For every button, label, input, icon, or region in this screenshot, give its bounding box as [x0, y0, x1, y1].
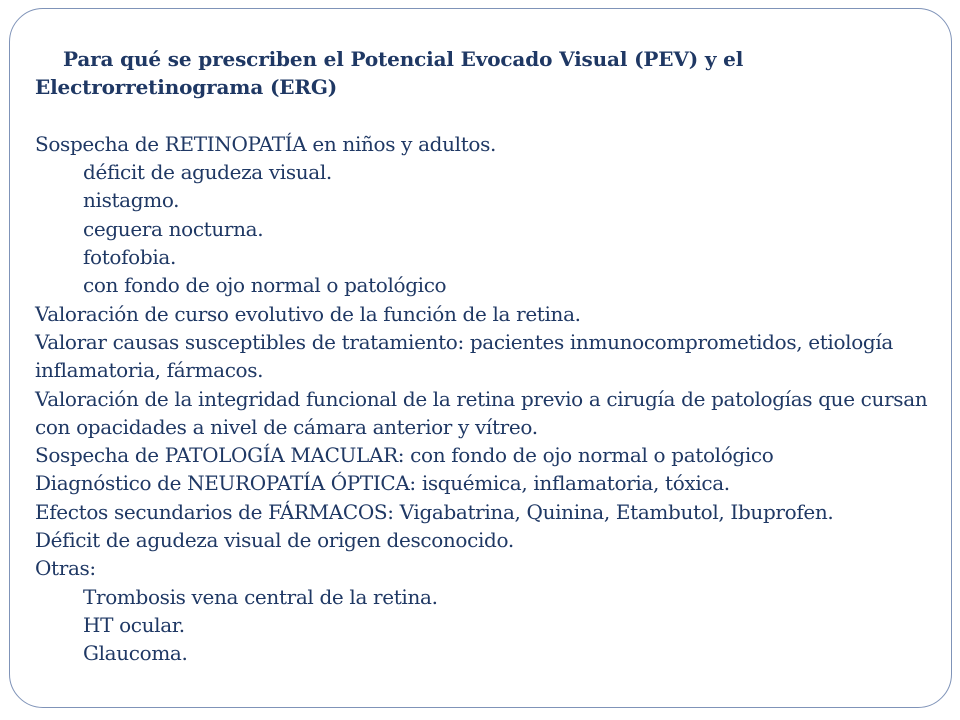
text-line-indented: Trombosis vena central de la retina. [83, 584, 438, 609]
text-line-indented: nistagmo. [83, 188, 180, 213]
text-line: Sospecha de PATOLOGÍA MACULAR: con fondo de ojo normal o patológico [35, 443, 774, 468]
text-line: Otras: [35, 556, 96, 581]
body-text [35, 130, 940, 668]
text-line: Valorar causas susceptibles de tratamiento: pacientes inmunocomprometidos, etiología inflamatoria, fármacos. [35, 329, 893, 383]
text-line-indented: fotofobia. [83, 245, 176, 270]
spacer [35, 102, 940, 130]
text-line: Efectos secundarios de FÁRMACOS: Vigabatrina, Quinina, Etambutol, Ibuprofen. [35, 499, 834, 524]
text-line: Sospecha de RETINOPATÍA en niños y adultos. [35, 131, 497, 156]
text-line: Valoración de la integridad funcional de la retina previo a cirugía de patologías que cursan con opacidades a nivel de cámara anterior y vítreo. [35, 386, 928, 439]
text-line-indented: HT ocular. [83, 612, 185, 637]
text-line-indented: ceguera nocturna. [83, 216, 264, 241]
text-line: Diagnóstico de NEUROPATÍA ÓPTICA: isquémica, inflamatoria, tóxica. [35, 471, 730, 496]
text-line-indented: déficit de agudeza visual. [83, 160, 332, 185]
text-line: Valoración de curso evolutivo de la función de la retina. [35, 301, 581, 326]
text-line-indented: con fondo de ojo normal o patológico [83, 273, 447, 298]
slide-title: Para qué se prescriben el Potencial Evocado Visual (PEV) y el Electrorretinograma (ERG) [35, 47, 744, 100]
slide-content [35, 45, 940, 668]
text-line-indented: Glaucoma. [83, 641, 188, 666]
text-line: Déficit de agudeza visual de origen desconocido. [35, 528, 514, 553]
